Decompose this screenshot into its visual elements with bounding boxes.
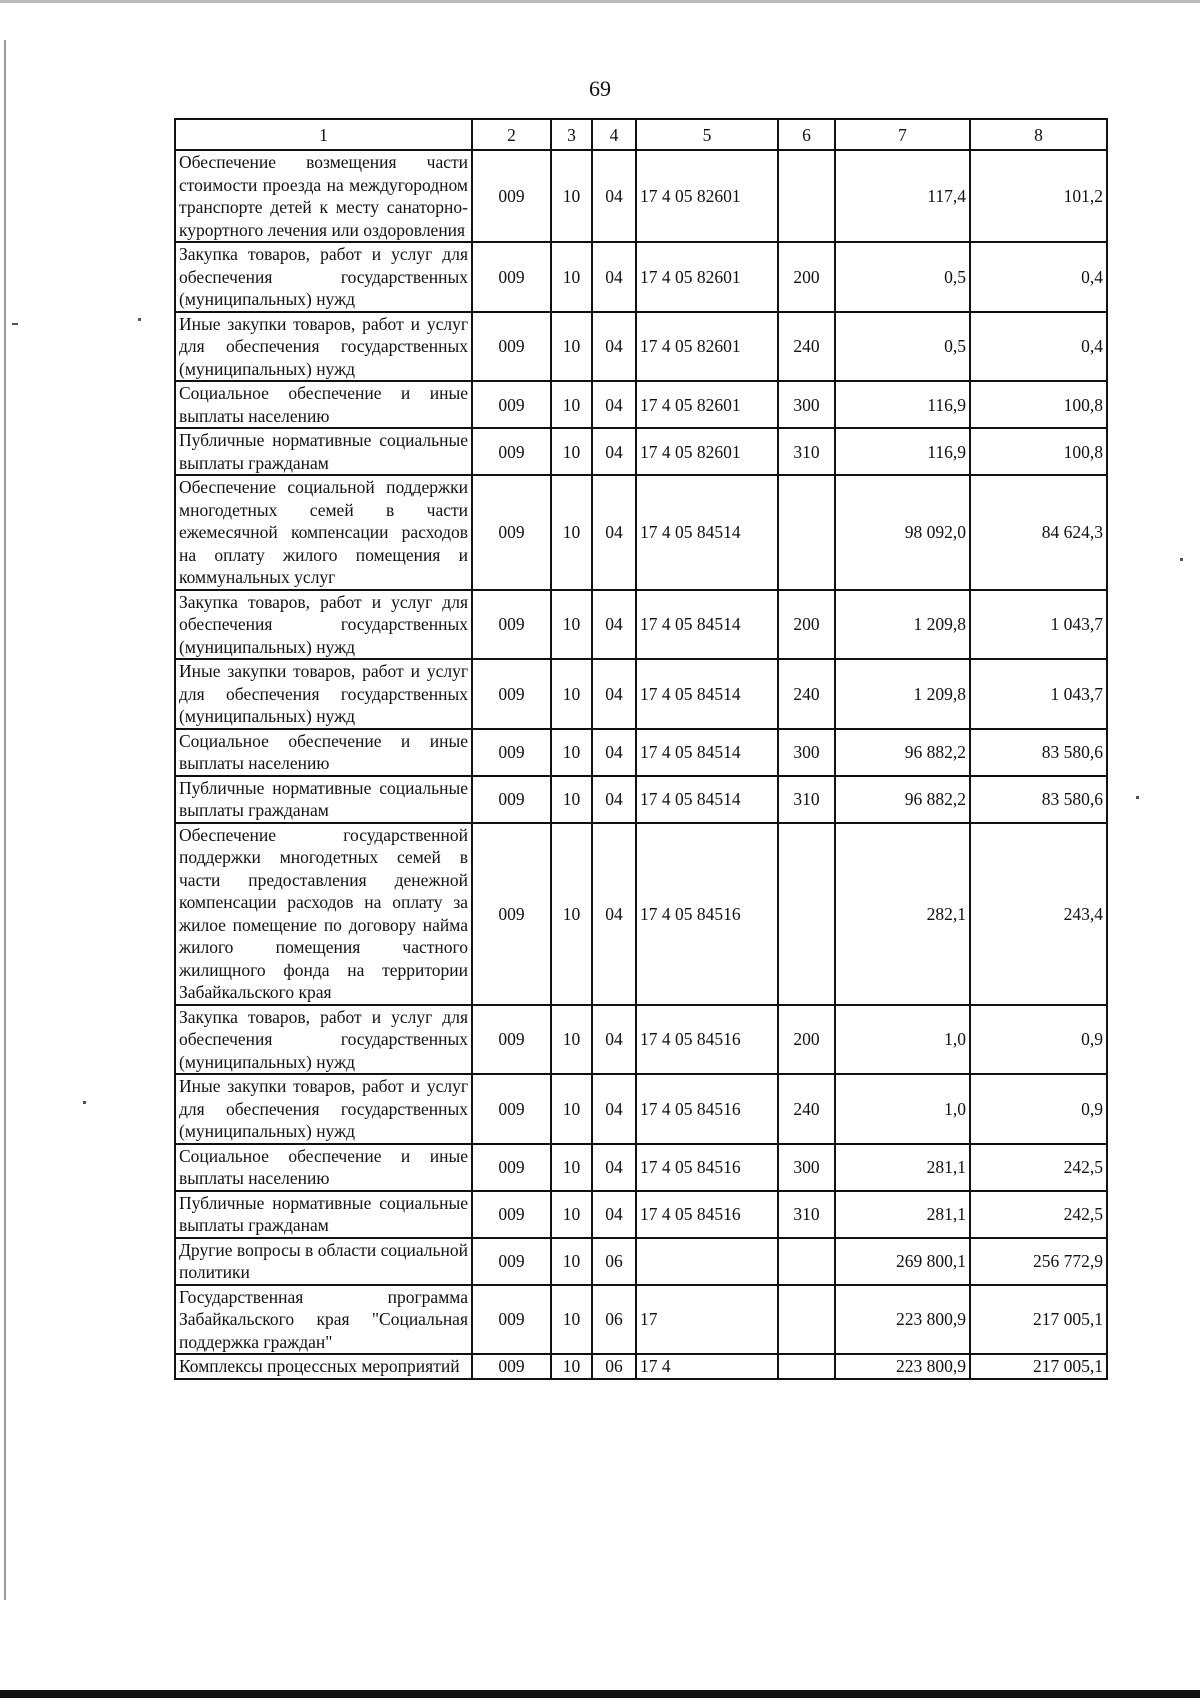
cell-subsection: 06 [592,1238,636,1285]
cell-amount-col7: 281,1 [835,1191,970,1238]
cell-amount-col8: 0,4 [970,242,1107,312]
cell-amount-col8: 0,9 [970,1005,1107,1075]
item-name: Другие вопросы в области социальной политики [175,1238,472,1285]
cell-subsection: 04 [592,475,636,590]
scan-edge-top [0,0,1200,3]
cell-amount-col7: 0,5 [835,242,970,312]
item-name: Закупка товаров, работ и услуг для обеспечения государственных (муниципальных) нужд [175,1005,472,1075]
table-row [175,776,1107,823]
cell-expense-type: 240 [778,312,835,382]
cell-section: 10 [551,381,592,428]
cell-subsection: 04 [592,428,636,475]
cell-amount-col8: 83 580,6 [970,776,1107,823]
cell-section: 10 [551,428,592,475]
cell-target-article: 17 4 05 82601 [636,428,778,475]
cell-ministry-code: 009 [472,1238,551,1285]
cell-target-article: 17 4 05 84514 [636,590,778,660]
cell-amount-col8: 84 624,3 [970,475,1107,590]
cell-section: 10 [551,475,592,590]
cell-expense-type: 240 [778,659,835,729]
cell-amount-col7: 223 800,9 [835,1285,970,1355]
cell-subsection: 04 [592,823,636,1005]
cell-subsection: 04 [592,590,636,660]
cell-expense-type [778,823,835,1005]
cell-section: 10 [551,1005,592,1075]
cell-subsection: 04 [592,1144,636,1191]
table-row [175,1285,1107,1355]
item-name: Социальное обеспечение и иные выплаты населению [175,381,472,428]
cell-target-article: 17 4 05 82601 [636,242,778,312]
cell-subsection: 04 [592,242,636,312]
cell-target-article [636,1238,778,1285]
item-name: Социальное обеспечение и иные выплаты населению [175,1144,472,1191]
cell-expense-type [778,150,835,242]
cell-amount-col7: 116,9 [835,428,970,475]
cell-section: 10 [551,1074,592,1144]
cell-subsection: 04 [592,1005,636,1075]
table-row [175,428,1107,475]
cell-amount-col7: 281,1 [835,1144,970,1191]
cell-ministry-code: 009 [472,381,551,428]
cell-amount-col7: 117,4 [835,150,970,242]
cell-expense-type: 300 [778,729,835,776]
cell-amount-col7: 0,5 [835,312,970,382]
cell-target-article: 17 4 05 82601 [636,150,778,242]
cell-amount-col8: 100,8 [970,381,1107,428]
cell-amount-col8: 100,8 [970,428,1107,475]
cell-target-article: 17 4 05 82601 [636,312,778,382]
table-row [175,1005,1107,1075]
cell-ministry-code: 009 [472,823,551,1005]
table-row [175,659,1107,729]
scan-speck [83,1101,86,1104]
cell-section: 10 [551,1354,592,1379]
cell-target-article: 17 4 05 84516 [636,1074,778,1144]
cell-subsection: 04 [592,776,636,823]
scan-speck [138,318,141,321]
cell-amount-col8: 256 772,9 [970,1238,1107,1285]
cell-ministry-code: 009 [472,475,551,590]
cell-amount-col8: 1 043,7 [970,590,1107,660]
column-header: 4 [592,119,636,150]
cell-expense-type: 310 [778,428,835,475]
cell-target-article: 17 4 05 84516 [636,823,778,1005]
column-header: 1 [175,119,472,150]
cell-amount-col8: 0,9 [970,1074,1107,1144]
table-row [175,729,1107,776]
column-header: 6 [778,119,835,150]
cell-expense-type: 310 [778,776,835,823]
item-name: Закупка товаров, работ и услуг для обеспечения государственных (муниципальных) нужд [175,590,472,660]
cell-subsection: 06 [592,1285,636,1355]
cell-ministry-code: 009 [472,1005,551,1075]
cell-subsection: 04 [592,729,636,776]
cell-section: 10 [551,1144,592,1191]
cell-expense-type [778,1285,835,1355]
cell-amount-col7: 1,0 [835,1005,970,1075]
cell-expense-type: 200 [778,590,835,660]
cell-subsection: 04 [592,312,636,382]
table-row [175,242,1107,312]
cell-expense-type [778,1354,835,1379]
cell-ministry-code: 009 [472,1354,551,1379]
cell-amount-col7: 1 209,8 [835,659,970,729]
cell-amount-col7: 1 209,8 [835,590,970,660]
item-name: Иные закупки товаров, работ и услуг для обеспечения государственных (муниципальных) нужд [175,659,472,729]
table-row [175,823,1107,1005]
cell-amount-col8: 217 005,1 [970,1285,1107,1355]
cell-expense-type: 300 [778,1144,835,1191]
scan-speck [1180,558,1183,561]
cell-amount-col7: 269 800,1 [835,1238,970,1285]
item-name: Публичные нормативные социальные выплаты гражданам [175,428,472,475]
scan-speck [1136,796,1139,799]
item-name: Иные закупки товаров, работ и услуг для обеспечения государственных (муниципальных) нужд [175,1074,472,1144]
cell-section: 10 [551,242,592,312]
cell-amount-col7: 116,9 [835,381,970,428]
cell-target-article: 17 4 05 84514 [636,729,778,776]
cell-expense-type [778,475,835,590]
cell-subsection: 06 [592,1354,636,1379]
item-name: Обеспечение возмещения части стоимости проезда на междугородном транспорте детей к месту санаторно-курортного лечения или оздоровления [175,150,472,242]
cell-section: 10 [551,823,592,1005]
cell-amount-col7: 223 800,9 [835,1354,970,1379]
cell-subsection: 04 [592,1074,636,1144]
cell-ministry-code: 009 [472,1191,551,1238]
column-header: 8 [970,119,1107,150]
header-row [175,119,1107,150]
cell-ministry-code: 009 [472,1074,551,1144]
cell-target-article: 17 4 05 82601 [636,381,778,428]
cell-amount-col8: 242,5 [970,1144,1107,1191]
item-name: Обеспечение социальной поддержки многодетных семей в части ежемесячной компенсации расходов на оплату жилого помещения и коммунальных услуг [175,475,472,590]
cell-subsection: 04 [592,150,636,242]
item-name: Обеспечение государственной поддержки многодетных семей в части предоставления денежной компенсации расходов на оплату за жилое помещение по договору найма жилого помещения частного жилищного фонда на территории Забайкальского края [175,823,472,1005]
item-name: Государственная программа Забайкальского края "Социальная поддержка граждан" [175,1285,472,1355]
item-name: Публичные нормативные социальные выплаты гражданам [175,776,472,823]
item-name: Иные закупки товаров, работ и услуг для обеспечения государственных (муниципальных) нужд [175,312,472,382]
page-number: 69 [589,76,611,101]
cell-amount-col8: 101,2 [970,150,1107,242]
budget-table [174,118,1108,1380]
cell-amount-col8: 242,5 [970,1191,1107,1238]
column-header: 7 [835,119,970,150]
cell-section: 10 [551,729,592,776]
cell-expense-type: 310 [778,1191,835,1238]
cell-target-article: 17 4 05 84514 [636,776,778,823]
cell-target-article: 17 4 05 84516 [636,1144,778,1191]
cell-expense-type [778,1238,835,1285]
table-row [175,312,1107,382]
cell-section: 10 [551,312,592,382]
cell-amount-col7: 96 882,2 [835,776,970,823]
cell-subsection: 04 [592,381,636,428]
cell-amount-col7: 98 092,0 [835,475,970,590]
cell-section: 10 [551,776,592,823]
table-row [175,1238,1107,1285]
cell-ministry-code: 009 [472,1144,551,1191]
cell-ministry-code: 009 [472,242,551,312]
scan-edge-left [4,40,6,1600]
cell-section: 10 [551,1238,592,1285]
cell-section: 10 [551,1191,592,1238]
table-row [175,1191,1107,1238]
cell-ministry-code: 009 [472,428,551,475]
cell-target-article: 17 [636,1285,778,1355]
cell-expense-type: 240 [778,1074,835,1144]
cell-section: 10 [551,590,592,660]
scan-speck [12,323,18,325]
table-row [175,150,1107,242]
cell-subsection: 04 [592,659,636,729]
cell-target-article: 17 4 [636,1354,778,1379]
column-header: 3 [551,119,592,150]
table-row [175,1144,1107,1191]
cell-target-article: 17 4 05 84516 [636,1005,778,1075]
scan-edge-bottom [0,1690,1200,1698]
table-row [175,590,1107,660]
cell-amount-col8: 1 043,7 [970,659,1107,729]
table-row [175,381,1107,428]
cell-target-article: 17 4 05 84514 [636,659,778,729]
cell-amount-col8: 83 580,6 [970,729,1107,776]
cell-subsection: 04 [592,1191,636,1238]
cell-amount-col7: 96 882,2 [835,729,970,776]
table-row [175,475,1107,590]
cell-ministry-code: 009 [472,659,551,729]
table-row [175,1354,1107,1379]
cell-amount-col8: 0,4 [970,312,1107,382]
cell-ministry-code: 009 [472,312,551,382]
cell-amount-col7: 1,0 [835,1074,970,1144]
cell-ministry-code: 009 [472,776,551,823]
cell-ministry-code: 009 [472,590,551,660]
column-header: 5 [636,119,778,150]
cell-amount-col8: 243,4 [970,823,1107,1005]
item-name: Комплексы процессных мероприятий [175,1354,472,1379]
cell-section: 10 [551,150,592,242]
cell-amount-col7: 282,1 [835,823,970,1005]
item-name: Публичные нормативные социальные выплаты гражданам [175,1191,472,1238]
item-name: Социальное обеспечение и иные выплаты населению [175,729,472,776]
item-name: Закупка товаров, работ и услуг для обеспечения государственных (муниципальных) нужд [175,242,472,312]
cell-target-article: 17 4 05 84516 [636,1191,778,1238]
cell-expense-type: 200 [778,242,835,312]
cell-ministry-code: 009 [472,150,551,242]
cell-amount-col8: 217 005,1 [970,1354,1107,1379]
cell-expense-type: 200 [778,1005,835,1075]
cell-expense-type: 300 [778,381,835,428]
cell-target-article: 17 4 05 84514 [636,475,778,590]
column-header: 2 [472,119,551,150]
cell-section: 10 [551,1285,592,1355]
cell-section: 10 [551,659,592,729]
cell-ministry-code: 009 [472,1285,551,1355]
table-row [175,1074,1107,1144]
cell-ministry-code: 009 [472,729,551,776]
